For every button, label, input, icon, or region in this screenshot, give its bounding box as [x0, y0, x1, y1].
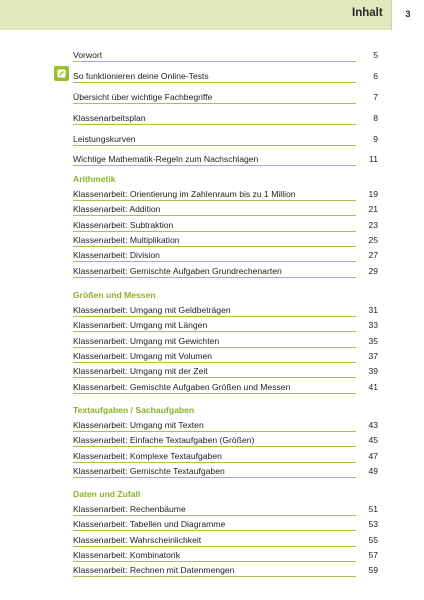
- leader-rule: [73, 377, 356, 378]
- toc-entry-label: Wichtige Mathematik-Regeln zum Nachschlagen: [73, 153, 261, 165]
- toc-entry: [73, 49, 378, 63]
- page-title: Inhalt: [352, 7, 383, 19]
- toc-entry-page: 47: [368, 450, 378, 461]
- toc-entry-page: 49: [368, 465, 378, 476]
- leader-rule: [73, 103, 356, 104]
- toc-entry-label: Klassenarbeit: Gemischte Aufgaben Grundrechenarten: [73, 265, 285, 277]
- leader-rule: [73, 145, 356, 146]
- toc-entry: [73, 153, 378, 167]
- toc-entry-page: 41: [368, 381, 378, 392]
- leader-rule: [73, 477, 356, 478]
- leader-rule: [73, 231, 356, 232]
- toc-entry-label: Klassenarbeit: Rechnen mit Datenmengen: [73, 564, 237, 576]
- page-number: 3: [391, 0, 424, 30]
- leader-rule: [73, 124, 356, 125]
- toc-entry-page: 6: [373, 71, 378, 81]
- toc-entry-page: 23: [368, 219, 378, 230]
- leader-rule: [73, 530, 356, 531]
- toc-entry: [73, 249, 378, 263]
- toc-entry: [73, 465, 378, 479]
- toc-entry-label: Klassenarbeit: Umgang mit Längen: [73, 319, 210, 331]
- leader-rule: [73, 576, 356, 577]
- toc-entry-page: 25: [368, 234, 378, 245]
- toc-entry-label: Klassenarbeit: Subtraktion: [73, 219, 176, 231]
- toc-entry-label: Übersicht über wichtige Fachbegriffe: [73, 91, 215, 103]
- section-title: Daten und Zufall: [73, 489, 141, 499]
- toc-entry-page: 7: [373, 92, 378, 102]
- toc-entry-label: Klassenarbeit: Komplexe Textaufgaben: [73, 450, 225, 462]
- toc-entry-label: Klassenarbeit: Multiplikation: [73, 234, 183, 246]
- toc-entry: [73, 319, 378, 333]
- online-test-badge: [54, 66, 69, 81]
- leader-rule: [73, 165, 356, 166]
- toc-entry-label: Klassenarbeit: Gemischte Aufgaben Größen und Messen: [73, 381, 293, 393]
- toc-entry-label: Klassenarbeit: Einfache Textaufgaben (Größen): [73, 434, 257, 446]
- leader-rule: [73, 200, 356, 201]
- toc-entry-label: Klassenarbeit: Gemischte Textaufgaben: [73, 465, 228, 477]
- leader-rule: [73, 431, 356, 432]
- toc-entry-label: Klassenarbeit: Umgang mit Volumen: [73, 350, 215, 362]
- leader-rule: [73, 246, 356, 247]
- toc-entry: [73, 188, 378, 202]
- toc-entry-page: 5: [373, 50, 378, 60]
- toc-entry: [73, 450, 378, 464]
- leader-rule: [73, 82, 356, 83]
- toc-entry-page: 9: [373, 134, 378, 144]
- leader-rule: [73, 546, 356, 547]
- toc-entry-label: Leistungskurven: [73, 133, 139, 145]
- section-title: Größen und Messen: [73, 290, 156, 300]
- toc-entry-label: Klassenarbeit: Wahrscheinlichkeit: [73, 534, 204, 546]
- toc-entry-label: Klassenarbeit: Rechenbäume: [73, 503, 189, 515]
- toc-entry-label: Klassenarbeit: Orientierung im Zahlenraum bis zu 1 Million: [73, 188, 299, 200]
- leader-rule: [73, 515, 356, 516]
- toc-entry-page: 39: [368, 366, 378, 377]
- leader-rule: [73, 462, 356, 463]
- toc-entry-page: 45: [368, 435, 378, 446]
- toc-entry-label: Klassenarbeitsplan: [73, 112, 149, 124]
- toc-entry-page: 59: [368, 565, 378, 576]
- toc-entry: [73, 335, 378, 349]
- toc-entry-page: 29: [368, 265, 378, 276]
- toc-entry-page: 53: [368, 519, 378, 530]
- toc-entry: [73, 434, 378, 448]
- toc-entry: [73, 365, 378, 379]
- leader-rule: [73, 347, 356, 348]
- toc-entry-page: 37: [368, 350, 378, 361]
- toc-entry-page: 31: [368, 305, 378, 315]
- leader-rule: [73, 362, 356, 363]
- pencil-icon: [56, 68, 67, 79]
- toc-entry-page: 21: [368, 204, 378, 215]
- toc-entry: [73, 534, 378, 548]
- toc-entry-label: Klassenarbeit: Umgang mit Gewichten: [73, 335, 222, 347]
- toc-entry: [73, 518, 378, 532]
- toc-entry-label: Klassenarbeit: Division: [73, 249, 163, 261]
- toc-entry: [73, 381, 378, 395]
- leader-rule: [73, 446, 356, 447]
- toc-entry-page: 19: [368, 189, 378, 199]
- toc-entry-page: 33: [368, 320, 378, 331]
- toc-entry-label: Klassenarbeit: Addition: [73, 203, 163, 215]
- toc-entry-label: So funktionieren deine Online-Tests: [73, 70, 212, 82]
- leader-rule: [73, 393, 356, 394]
- toc-entry: [73, 503, 378, 517]
- section-title: Arithmetik: [73, 174, 116, 184]
- toc-entry: [73, 219, 378, 233]
- toc-entry: [73, 265, 378, 279]
- leader-rule: [73, 61, 356, 62]
- leader-rule: [73, 215, 356, 216]
- toc-entry-page: 43: [368, 420, 378, 430]
- toc-entry-label: Klassenarbeit: Umgang mit Geldbeträgen: [73, 304, 234, 316]
- toc-entry-page: 11: [369, 154, 378, 164]
- leader-rule: [73, 331, 356, 332]
- toc-entry: [73, 419, 378, 433]
- leader-rule: [73, 561, 356, 562]
- section-title: Textaufgaben / Sachaufgaben: [73, 405, 195, 415]
- leader-rule: [73, 261, 356, 262]
- toc-entry-page: 8: [373, 113, 378, 123]
- toc-entry: [73, 234, 378, 248]
- leader-rule: [73, 316, 356, 317]
- toc-entry-label: Klassenarbeit: Kombinatorik: [73, 549, 183, 561]
- toc-entry: [73, 112, 378, 126]
- toc-entry: [73, 564, 378, 578]
- toc-entry: [73, 91, 378, 105]
- toc-entry-label: Klassenarbeit: Umgang mit der Zeit: [73, 365, 211, 377]
- toc-entry-label: Vorwort: [73, 49, 105, 61]
- toc-entry: [73, 549, 378, 563]
- toc-entry: [73, 133, 378, 147]
- toc-entry-page: 35: [368, 335, 378, 346]
- toc-entry: [73, 304, 378, 318]
- toc-entry-page: 51: [368, 504, 378, 514]
- toc-entry: [73, 203, 378, 217]
- toc-entry: [73, 70, 378, 84]
- toc-entry: [73, 350, 378, 364]
- toc-entry-page: 57: [368, 549, 378, 560]
- toc-entry-label: Klassenarbeit: Tabellen und Diagramme: [73, 518, 228, 530]
- toc-entry-page: 27: [368, 250, 378, 261]
- leader-rule: [73, 277, 356, 278]
- toc-entry-label: Klassenarbeit: Umgang mit Texten: [73, 419, 207, 431]
- toc-entry-page: 55: [368, 534, 378, 545]
